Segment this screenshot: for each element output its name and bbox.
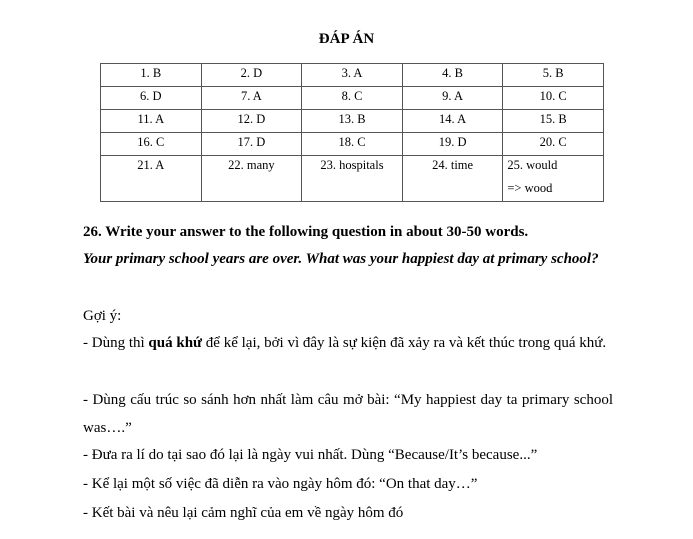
answer-cell: 17. D <box>201 133 302 156</box>
table-row <box>101 64 604 87</box>
answer-cell: 22. many <box>201 156 302 202</box>
answer-cell: 8. C <box>302 87 403 110</box>
page-title: ĐÁP ÁN <box>318 31 375 47</box>
answer-cell: 3. A <box>302 64 403 87</box>
table-row <box>101 156 604 202</box>
hint-5: - Kết bài và nêu lại cảm nghĩ của em về ngày hôm đó <box>83 505 404 521</box>
answer-cell: 5. B <box>503 64 604 87</box>
hint-3: - Đưa ra lí do tại sao đó lại là ngày vui nhất. Dùng “Because/It’s because...” <box>83 447 538 463</box>
question-prompt: Your primary school years are over. What was your happiest day at primary school? <box>83 251 599 267</box>
answer-cell: 18. C <box>302 133 403 156</box>
answer-cell: 16. C <box>101 133 202 156</box>
answer-cell: 11. A <box>101 110 202 133</box>
answer-cell: 2. D <box>201 64 302 87</box>
hint-4: - Kể lại một số việc đã diễn ra vào ngày hôm đó: “On that day…” <box>83 476 478 492</box>
answer-cell: 7. A <box>201 87 302 110</box>
hint-2: - Dùng cấu trúc so sánh hơn nhất làm câu mở bài: “My happiest day ta primary school was….” <box>83 392 613 436</box>
answer-table <box>100 63 604 202</box>
answer-cell: 9. A <box>402 87 503 110</box>
answer-cell: 4. B <box>402 64 503 87</box>
answer-cell: 21. A <box>101 156 202 202</box>
answer-25: 25. would <box>507 158 558 172</box>
answer-cell: 12. D <box>201 110 302 133</box>
answer-cell: 6. D <box>101 87 202 110</box>
table-row <box>101 110 604 133</box>
answer-cell: 23. hospitals <box>302 156 403 202</box>
answer-cell: 10. C <box>503 87 604 110</box>
answer-25-correction: => wood <box>507 181 553 195</box>
answer-cell: 13. B <box>302 110 403 133</box>
table-row <box>101 87 604 110</box>
hint-1: - Dùng thì quá khứ để kể lại, bởi vì đây là sự kiện đã xảy ra và kết thúc trong quá khứ. <box>83 335 607 351</box>
table-row <box>101 133 604 156</box>
answer-cell: 15. B <box>503 110 604 133</box>
hint-heading: Gợi ý: <box>83 308 122 324</box>
answer-cell: 1. B <box>101 64 202 87</box>
answer-cell: 19. D <box>402 133 503 156</box>
answer-cell: 14. A <box>402 110 503 133</box>
hint-1-bold: quá khứ <box>148 335 203 351</box>
answer-cell: 24. time <box>402 156 503 202</box>
answer-cell <box>503 156 604 202</box>
answer-cell: 20. C <box>503 133 604 156</box>
question-26: 26. Write your answer to the following question in about 30-50 words. <box>83 224 529 240</box>
